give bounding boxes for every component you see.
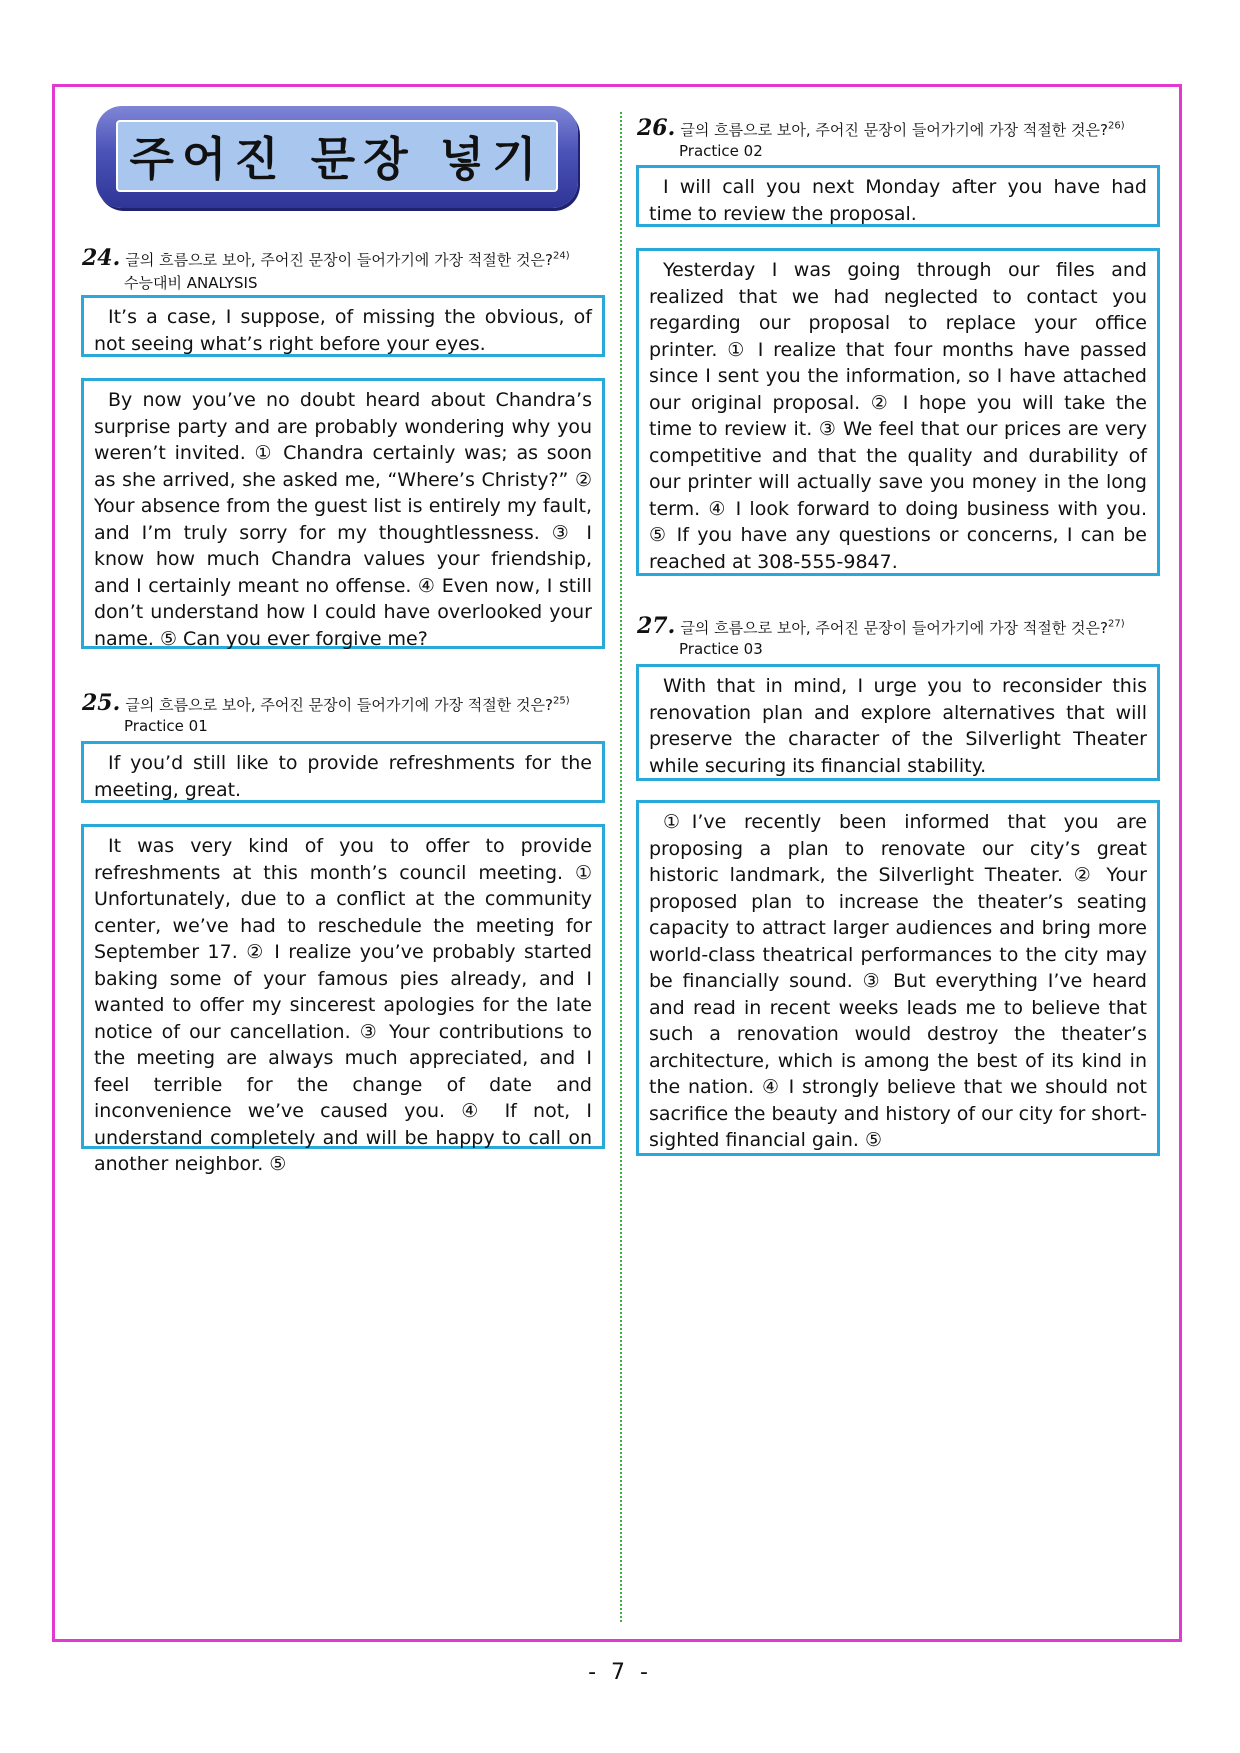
footnote-ref: 26) xyxy=(1108,120,1125,132)
question-number: 24. xyxy=(82,245,121,271)
question-prompt: 글의 흐름으로 보아, 주어진 문장이 들어가기에 가장 적절한 것은? xyxy=(125,251,553,269)
given-sentence-box xyxy=(81,741,605,803)
question-subtitle: Practice 01 xyxy=(124,717,208,735)
footnote-ref: 24) xyxy=(553,250,570,262)
given-sentence: It’s a case, I suppose, of missing the obvious, of not seeing what’s right before your eyes. xyxy=(94,306,592,355)
passage-box xyxy=(81,378,605,649)
passage-box xyxy=(81,824,605,1175)
given-sentence: If you’d still like to provide refreshments for the meeting, great. xyxy=(94,752,592,801)
passage-text: By now you’ve no doubt heard about Chandra’s surprise party and are probably wondering why you weren’t invited. ① Chandra certainly was; as soon as she arrived, she asked me, “Where’s Christy?” ② Your absence from the guest list is entirely my fault, and I’m truly sorry for my thoughtlessness. ③ I know how much Chandra values your friendship, and I certainly meant no offense. ④ Even now, I still don’t understand how I could have overlooked your name. ⑤ Can you ever forgive me? xyxy=(94,389,592,650)
given-sentence: With that in mind, I urge you to reconsider this renovation plan and explore alternatives that will preserve the character of the Silverlight Theater while securing its financial stability. xyxy=(649,675,1147,777)
question-subtitle: Practice 03 xyxy=(679,640,763,658)
given-sentence-box xyxy=(636,165,1160,227)
question-subtitle: Practice 02 xyxy=(679,142,763,160)
question-number: 25. xyxy=(82,690,121,716)
question-number: 26. xyxy=(637,115,676,141)
passage-box xyxy=(636,248,1160,576)
column-divider xyxy=(620,112,622,1622)
question-number: 27. xyxy=(637,613,676,639)
passage-text: ①I’ve recently been informed that you are proposing a plan to renovate our city’s great historic landmark, the Silverlight Theater. ② Your proposed plan to increase the theater’s seating capacity to attract larger audiences and bring more world-class theatrical performances to the city may be financially sound. ③ But everything I’ve heard and read in recent weeks leads me to believe that such a renovation would destroy the theater’s architecture, which is among the best of its kind in the nation. ④ I strongly believe that we should not sacrifice the beauty and history of our city for short-sighted financial gain. ⑤ xyxy=(649,811,1147,1151)
title-banner-inner xyxy=(116,120,558,192)
passage-box xyxy=(636,800,1160,1156)
question-26-header xyxy=(637,115,1125,160)
question-prompt: 글의 흐름으로 보아, 주어진 문장이 들어가기에 가장 적절한 것은? xyxy=(680,121,1108,139)
question-prompt: 글의 흐름으로 보아, 주어진 문장이 들어가기에 가장 적절한 것은? xyxy=(125,696,553,714)
question-prompt: 글의 흐름으로 보아, 주어진 문장이 들어가기에 가장 적절한 것은? xyxy=(680,619,1108,637)
given-sentence-box xyxy=(81,295,605,357)
page-title: 주어진 문장 넣기 xyxy=(129,132,545,186)
page-number: - 7 - xyxy=(588,1660,652,1685)
given-sentence-box xyxy=(636,664,1160,781)
question-25-header xyxy=(82,690,570,735)
passage-text: Yesterday I was going through our files and realized that we had neglected to contact you regarding our proposal to replace your office printer. ① I realize that four months have passed since I sent you the information, so I have attached our original proposal. ② I hope you will take the time to review it. ③ We feel that our prices are very competitive and that the quality and durability of our printer will actually save you money in the long term. ④ I look forward to doing business with you. ⑤ If you have any questions or concerns, I can be reached at 308-555-9847. xyxy=(649,259,1147,573)
passage-text: It was very kind of you to offer to provide refreshments at this month’s council meeting. ① Unfortunately, due to a conflict at the community center, we’ve had to reschedule the meeting for September 17. ② I realize you’ve probably started baking some of your famous pies already, and I wanted to offer my sincerest apologies for the late notice of our cancellation. ③ Your contributions to the meeting are always much appreciated, and I feel terrible for the change of date and inconvenience we’ve caused you. ④ If not, I understand completely and will be happy to call on another neighbor. ⑤ xyxy=(94,835,592,1175)
question-27-header xyxy=(637,613,1125,658)
question-subtitle: 수능대비 ANALYSIS xyxy=(124,274,258,292)
question-24-header xyxy=(82,245,570,293)
footnote-ref: 25) xyxy=(553,695,570,707)
footnote-ref: 27) xyxy=(1108,618,1125,630)
title-banner xyxy=(96,106,578,208)
given-sentence: I will call you next Monday after you have had time to review the proposal. xyxy=(649,176,1147,225)
